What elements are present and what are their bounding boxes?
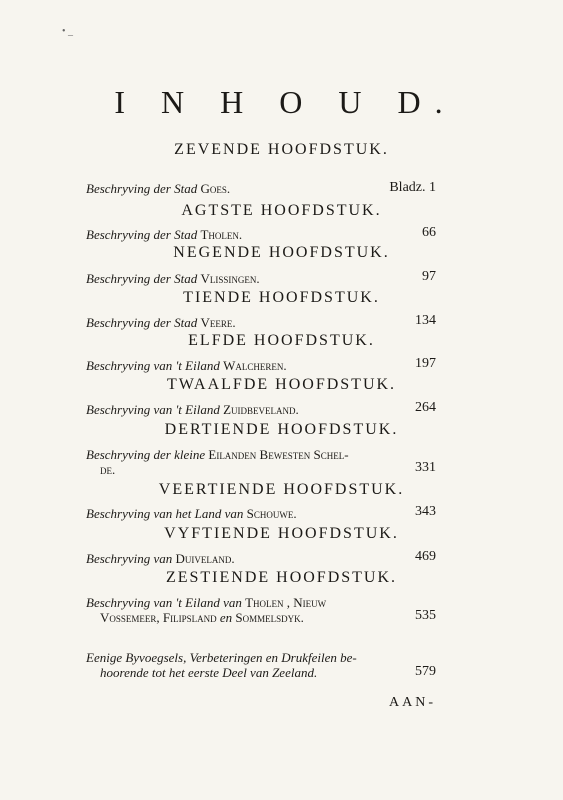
entry-prefix: Beschryving der Stad (86, 271, 198, 286)
chapter-heading: AGTSTE HOOFDSTUK. (181, 202, 382, 219)
page-number: 66 (422, 225, 436, 240)
page-number: 197 (415, 356, 436, 371)
entry-place-continued: Vossemeer, Filipsland (100, 610, 217, 625)
chapter-heading: VEERTIENDE HOOFDSTUK. (158, 481, 405, 498)
chapter-heading: VYFTIENDE HOOFDSTUK. (164, 525, 399, 542)
entry-place: Tholen , Nieuw (245, 595, 327, 610)
chapter-heading: DERTIENDE HOOFDSTUK. (164, 421, 399, 438)
chapter-heading: ZEVENDE HOOFDSTUK. (174, 141, 389, 158)
entry-place: Eilanden Bewesten Schel- (208, 447, 349, 462)
page-number (366, 180, 436, 196)
entry-continuation (86, 610, 304, 625)
entry-prefix: Beschryving van 't Eiland van (86, 595, 242, 610)
page-prefix: Bladz. (389, 180, 426, 195)
chapter-heading: TWAALFDE HOOFDSTUK. (166, 376, 397, 393)
page-number: 134 (415, 313, 436, 328)
page-number: 343 (415, 504, 436, 519)
entry-prefix: Beschryving der Stad (86, 227, 198, 242)
page-marks: • _ (62, 26, 74, 37)
entry-prefix: Beschryving van (86, 551, 173, 566)
chapter-heading: ZESTIENDE HOOFDSTUK. (165, 569, 398, 586)
entry-continuation: de. (100, 462, 116, 477)
addenda-line: Eenige Byvoegsels, Verbeteringen en Drukfeilen be- (86, 650, 357, 665)
entry-place: Zuidbeveland. (223, 402, 299, 417)
entry-place: Walcheren. (223, 358, 287, 373)
entry-place: Tholen. (200, 227, 243, 242)
entry-place: Vlissingen. (200, 271, 260, 286)
chapter-heading: TIENDE HOOFDSTUK. (183, 289, 380, 306)
entry-prefix: Beschryving van 't Eiland (86, 358, 220, 373)
entry-prefix: Beschryving der Stad (86, 315, 198, 330)
entry-prefix: Beschryving van het Land van (86, 506, 244, 521)
page-title: I N H O U D. (114, 84, 457, 120)
entry-place: Duiveland. (175, 551, 235, 566)
addenda-entry (86, 650, 396, 680)
entry-conjunction: en (219, 610, 233, 625)
catchword: AAN- (389, 695, 436, 710)
entry-place: Goes. (200, 181, 231, 196)
chapter-heading: ELFDE HOOFDSTUK. (188, 332, 375, 349)
page-number: 97 (422, 269, 436, 284)
page-number: 469 (415, 549, 436, 564)
page-number: 264 (415, 400, 436, 415)
page-number: 535 (415, 608, 436, 623)
entry-place-continued: Sommelsdyk. (235, 610, 304, 625)
addenda-line: hoorende tot het eerste Deel van Zeeland. (100, 665, 318, 680)
page-number: 331 (415, 460, 436, 475)
page-value: 1 (429, 180, 436, 195)
entry-prefix: Beschryving van 't Eiland (86, 402, 220, 417)
entry-place: Veere. (200, 315, 236, 330)
entry-place: Schouwe. (246, 506, 297, 521)
page-number: 579 (415, 664, 436, 679)
entry-prefix: Beschryving der kleine (86, 447, 206, 462)
chapter-heading: NEGENDE HOOFDSTUK. (173, 244, 390, 261)
entry-prefix: Beschryving der Stad (86, 181, 198, 196)
